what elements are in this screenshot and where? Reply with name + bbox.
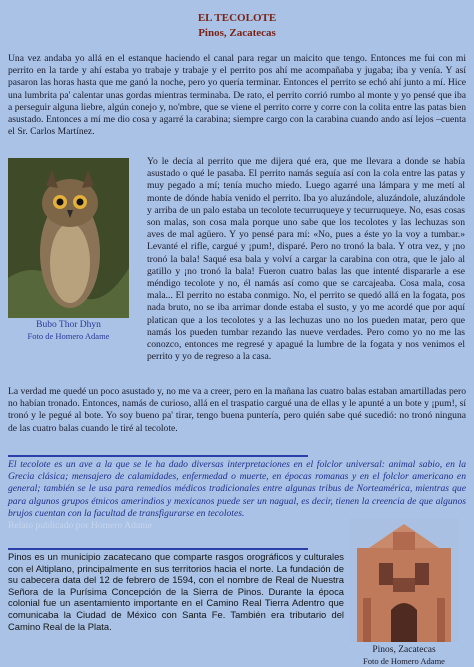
story-paragraph-3: La verdad me quedé un poco asustado y, no me va a creer, pero en la mañana las cuatro balas estaban amartilladas pero no habían tronado. Entonces, namás de curioso, allá en el traspatio cargué una de ellas y le apunté a un bote y ¡pum!, sí tronó y le pegué al bote. Yo soy bueno pa' tirar, tengo buena puntería, pero quién sabe qué sucedió: no tronó ninguna de las cuatro balas cuando le tiré al tecolote. — [8, 386, 466, 434]
owl-folklore-note: El tecolote es un ave a la que se le ha dado diversas interpretaciones en el folclor universal: animal sabio, en la Grecia clásica; mensajero de calamidades, enfermedad o muerte, en épocas romanas y en el folclor americano en general; también se le usa para remedios médicos tradicionales entre algunas tribus de Norteamérica, mientras que para algunos grupos étnicos amerindios y mexicanos puede ser un nagual, es decir, tienen la creencia de que algunos brujos cuentan con la facultad de transfigurarse en tecolotes. — [8, 459, 466, 519]
page-title: EL TECOLOTE — [197, 12, 277, 24]
story-paragraph-1: Una vez andaba yo allá en el estanque haciendo el canal para regar un maicito que tengo. Entonces me fui con mi perrito en la tarde y ahí estaba yo trabaje y trabaje y el perrito pos ahí me acompañaba y jugaba; iba y venía. Y así pasaron las horas hasta que me ganó la noche, pero yo quería terminar. Entonces el perrito se echó ahí junto a mí. Hice una lumbrita pa' calentar unas gordas mientras terminaba. De rato, el perrito corrió rumbo al monte y yo pensé que iba a perseguir alguna liebre, algún conejo y, no'mbre, que se viene el perrito corre y corre con la colita entre las patas bien asustado. Entonces a mí me dio cosa y agarré la carabina; siempre cargo con la carabina cuando ando así lejos –cuenta el Sr. Carlos Martínez. — [8, 53, 466, 138]
pinos-info-paragraph: Pinos es un municipio zacatecano que comparte rasgos orográficos y culturales con el Altiplano, principalmente en sus territorios hacia el norte. La fundación de su cabecera data del 12 de febrero de 1594, con el nombre de Real de Nuestra Señora de la Purísima Concepción de la Sierra de Pinos. Durante la época colonial fue un asentamiento importante en el Camino Real Tierra Adentro que comunicaba la Ciudad de México con Santa Fe. También era tributario del Camino Real de la Plata. — [8, 551, 344, 632]
divider-bottom — [8, 548, 308, 550]
owl-photo — [8, 158, 129, 318]
church-illustration — [349, 518, 459, 642]
church-photo-credit: Foto de Homero Adame — [363, 656, 445, 666]
church-photo-caption: Pinos, Zacatecas — [372, 645, 436, 655]
faded-credit-text: Relato publicado por Homero Adame — [8, 520, 152, 531]
divider-top — [8, 455, 308, 457]
page-subtitle: Pinos, Zacatecas — [198, 27, 276, 39]
owl-photo-credit: Foto de Homero Adame — [27, 331, 110, 341]
story-paragraph-2: Yo le decía al perrito que me dijera qué era, que me llevara a donde se había asustado o qué le pasaba. El perrito namás seguía así con la cola entre las patas y muy pegado a mí; tenía mucho miedo. Luego agarré una lámpara y me metí al monte de dónde había venido el perrito. Iba yo aluzándole, aluzándole, aluzándole y arriba de un palo estaba un tecolote tecurruqueye y tecurruqueye. No, esas cosas son malas, son cosa mala porque uno sabe que los tecolotes y las lechuzas son aves de mal agüero. Y yo pensé para mí: «No, pues a éste yo la voy a tumbar.» Levanté el rifle, cargué y ¡pum!, disparé. Pero no tronó la bala. Y otra vez, y ¡no tronó la bala! Saqué esa bala y volví a cargar la carabina con otra, que le jalo al gatillo y ¡no tronó la bala! Fueron cuatro balas las que intenté dispararle a ese méndigo tecolote y no, él namás así como que se carcajeaba. Cosa mala, cosa mala... El perrito no estaba conmigo. No, el perrito se quedó allá en la fogata, pos nada bruto, no se iba arrimar donde estaba el susto, y yo me acordé que por aquí platican que a los tecolotes y a las lechuzas uno no los pueden matar, pero que namás los pueden tumbar rezando las nueve verdades. Pero como yo no me las conozco, entonces me regresé y apagué la lumbre de la fogata y nos venimos el perrito y yo de regreso a la casa. — [147, 156, 465, 363]
owl-illustration — [8, 158, 129, 318]
owl-photo-caption: Bubo Thor Dhyn — [36, 320, 101, 330]
church-photo — [349, 518, 459, 642]
